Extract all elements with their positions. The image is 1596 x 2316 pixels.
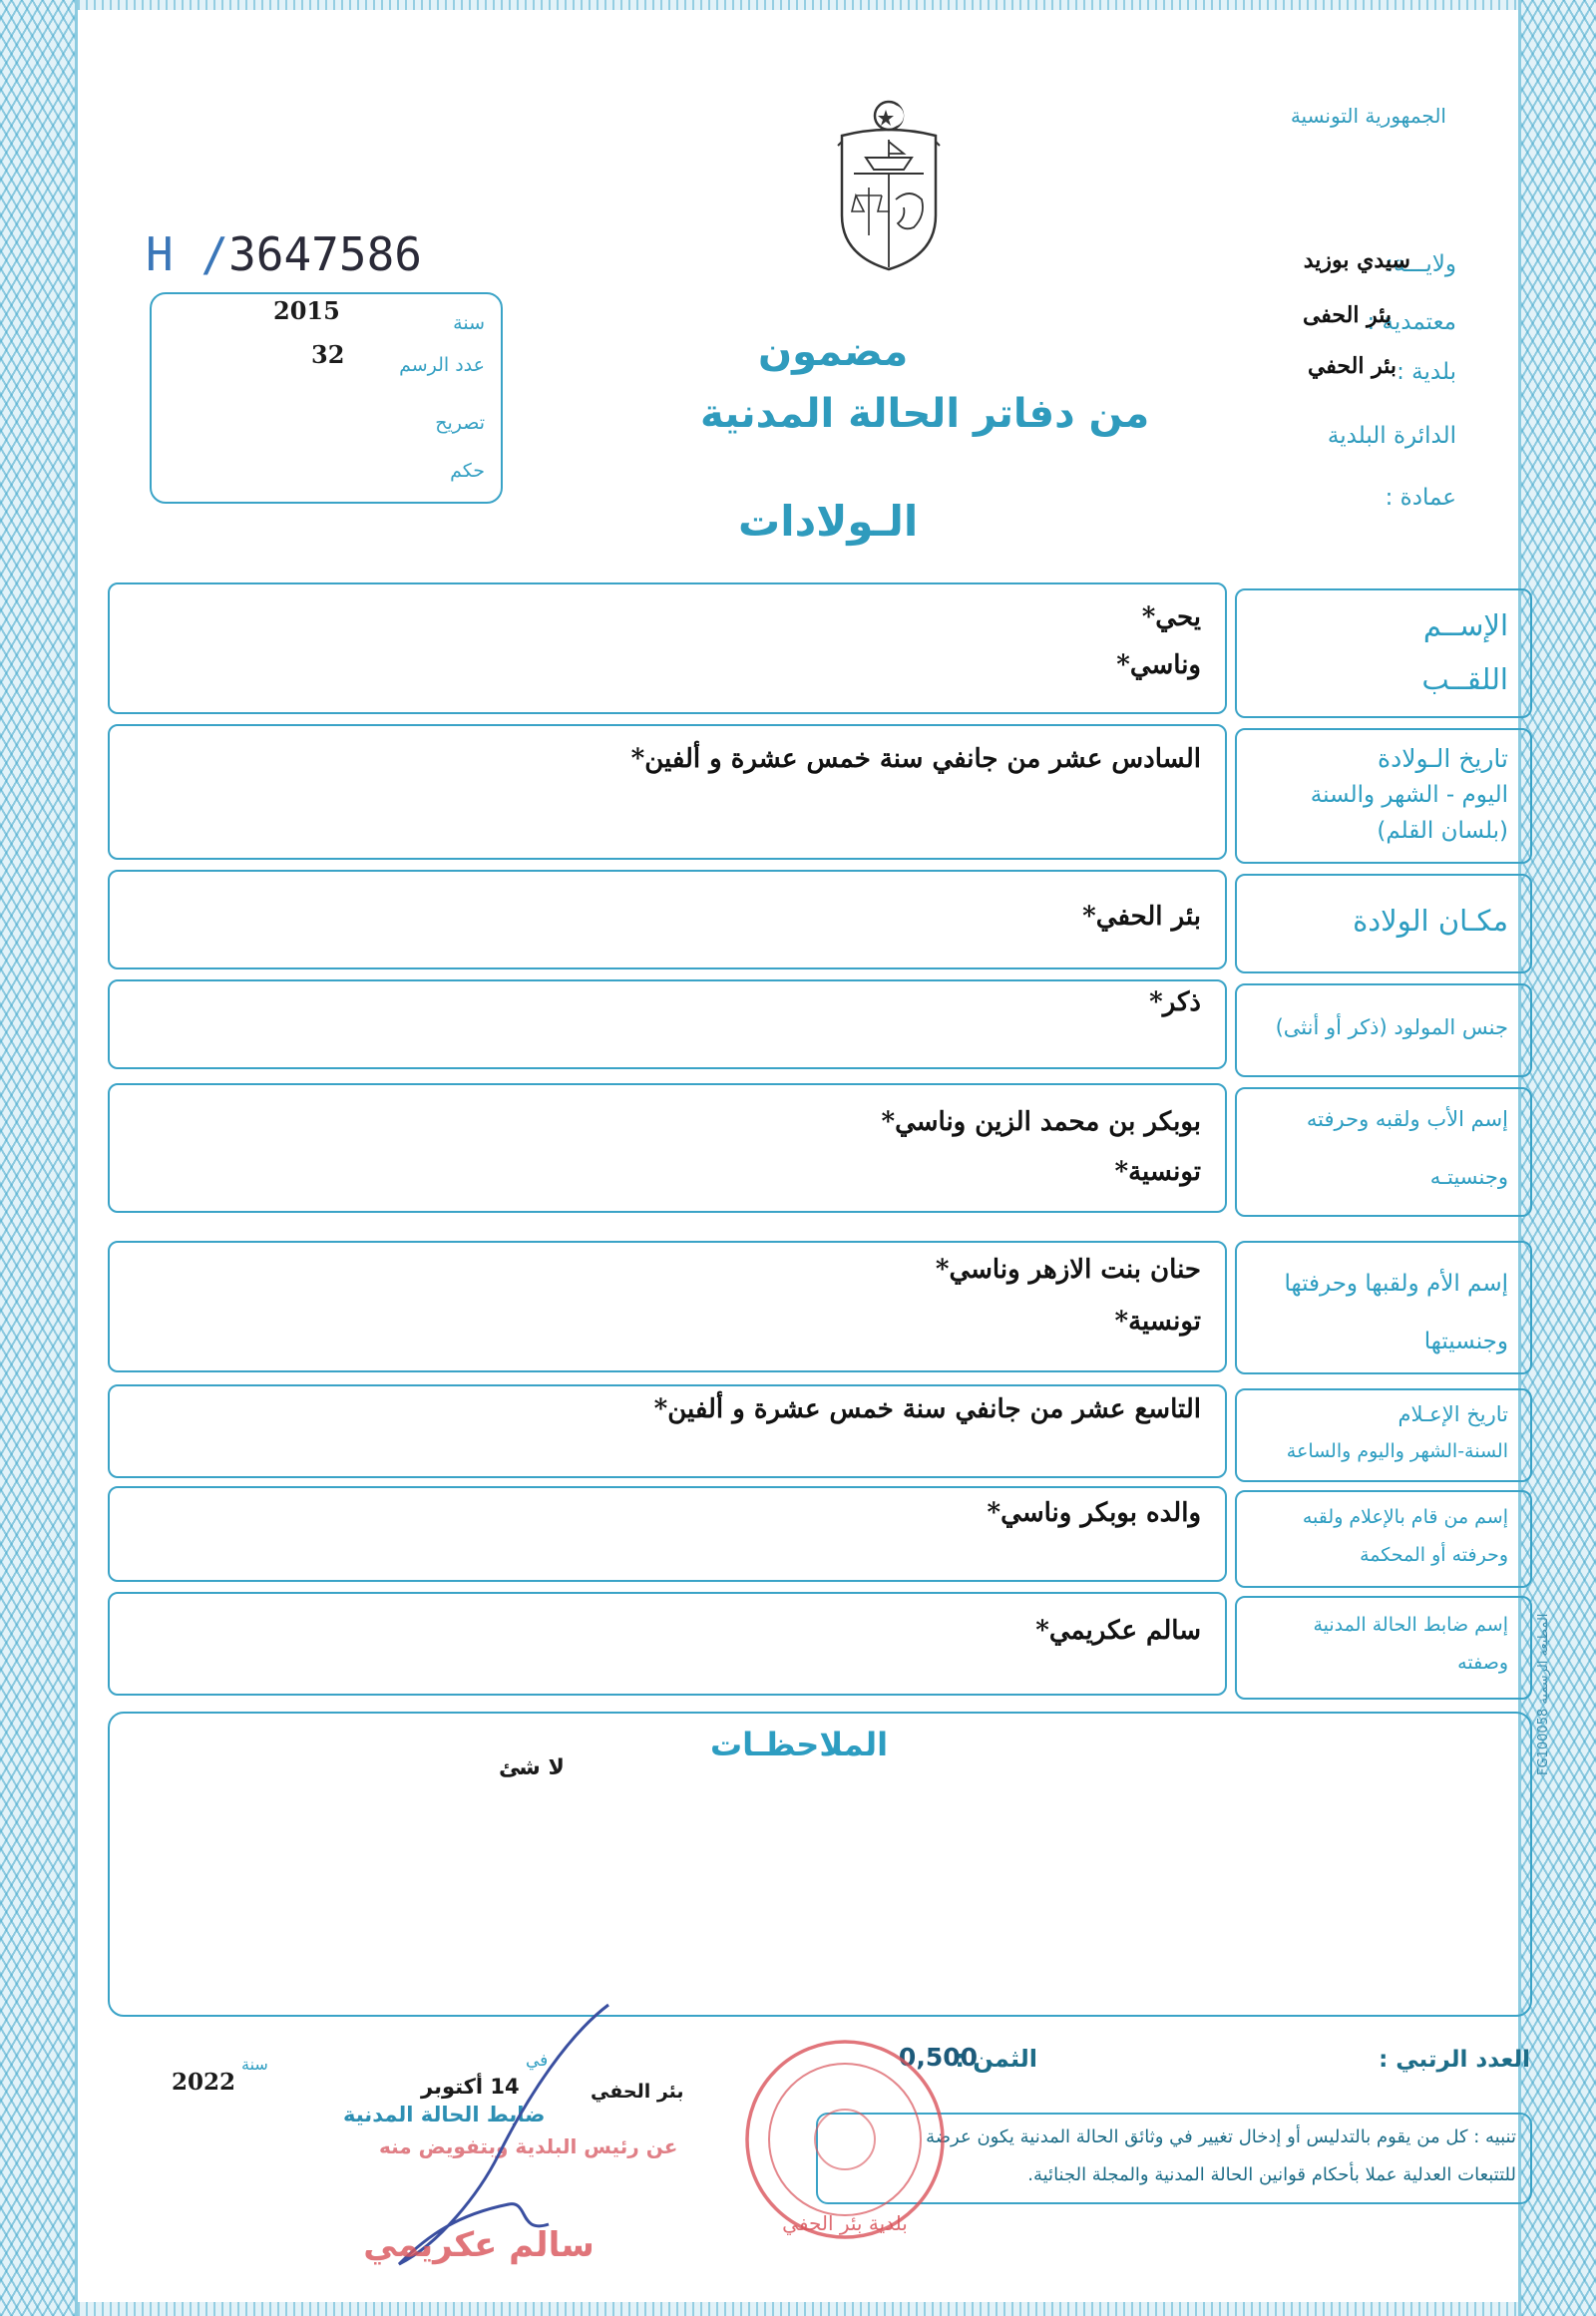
row-birth-date-value: السادس عشر من جانفي سنة خمس عشرة و ألفين*	[630, 744, 1201, 774]
serial-prefix: H /	[146, 227, 229, 281]
row-officer-label-box	[1235, 1596, 1532, 1700]
notes-value: لا شئ	[499, 1755, 565, 1780]
row-declarant-label-2: وحرفته أو المحكمة	[1360, 1544, 1508, 1566]
wilaya-value: سيدي بوزيد	[1303, 247, 1410, 273]
price-label: الثمن :	[955, 2045, 1037, 2073]
row-name-value-box	[108, 582, 1227, 714]
row-declarant-value-box	[108, 1486, 1227, 1582]
row-name-label-1: الإســم	[1422, 608, 1508, 642]
issue-year-label: سنة	[241, 2055, 268, 2074]
row-officer-value: سالم عكريمي*	[1035, 1616, 1201, 1646]
row-name-label-2: اللقــب	[1421, 662, 1508, 696]
row-mother-name: حنان بنت الازهر وناسي*	[935, 1255, 1201, 1285]
row-declarant-label-box	[1235, 1490, 1532, 1588]
title-births: الـولادات	[738, 497, 919, 546]
row-birth-place-value: بئر الحفي*	[1082, 902, 1201, 932]
issue-place: بئر الحفي	[591, 2081, 684, 2103]
row-declaration-date-label-2: السنة-الشهر واليوم والساعة	[1286, 1440, 1508, 1462]
row-name-label-box	[1235, 588, 1532, 718]
row-birth-place-label-box	[1235, 874, 1532, 973]
warning-line-2: للتتبعات العدلية عملا بأحكام قوانين الحالة المدنية والمجلة الجنائية.	[1027, 2164, 1516, 2185]
motamadia-value: بئر الحفى	[1302, 302, 1392, 328]
officer-signature	[359, 1995, 658, 2274]
left-guilloche-border	[0, 0, 78, 2316]
row-officer-label-1: إسم ضابط الحالة المدنية	[1313, 1614, 1508, 1636]
baladia-value: بئر الحفي	[1307, 353, 1396, 379]
row-declarant-value: والده بوبكر وناسي*	[987, 1498, 1201, 1528]
register-year-label: سنة	[453, 312, 485, 334]
in-label: في	[526, 2051, 549, 2071]
row-birth-place-label: مكـان الولادة	[1353, 904, 1508, 938]
row-father-label-2: وجنسيتـه	[1429, 1165, 1508, 1189]
row-officer-value-box	[108, 1592, 1227, 1696]
row-sex-label-box	[1235, 983, 1532, 1077]
notes-title: الملاحظـات	[710, 1726, 889, 1763]
judgment-label: حكم	[450, 460, 485, 482]
top-guilloche-border	[78, 0, 1518, 10]
title-extract: مضمون	[758, 329, 909, 375]
row-sex-label: جنس المولود (ذكر أو أنثى)	[1275, 1015, 1508, 1039]
row-birth-date-label-2: اليوم - الشهر والسنة	[1310, 782, 1508, 808]
delegation-stamp-line: عن رئيس البلدية وبتفويض منه	[379, 2134, 678, 2158]
warning-line-1: تنبيه : كل من يقوم بالتدليس أو إدخال تغيير في وثائق الحالة المدنية يكون عرضة	[926, 2126, 1516, 2147]
bottom-guilloche-border	[78, 2302, 1518, 2316]
row-mother-label-2: وجنسيتها	[1423, 1329, 1508, 1354]
price-value: 0,500	[898, 2043, 978, 2072]
row-father-label-box	[1235, 1087, 1532, 1217]
row-declarant-label-1: إسم من قام بالإعلام ولقبه	[1302, 1506, 1508, 1528]
row-sex-value: ذكر*	[1149, 987, 1201, 1017]
serial-value: 3647586	[228, 227, 422, 281]
row-father-nationality: تونسية*	[1114, 1157, 1201, 1187]
row-declaration-date-label-1: تاريخ الإعـلام	[1397, 1402, 1508, 1426]
register-number-label: عدد الرسم	[399, 354, 485, 376]
row-father-name: بوبكر بن محمد الزين وناسي*	[881, 1107, 1201, 1137]
tunisia-coat-of-arms-icon	[834, 96, 944, 273]
serial-number	[146, 227, 422, 281]
row-sex-value-box	[108, 979, 1227, 1069]
row-declaration-date-value-box	[108, 1384, 1227, 1478]
register-box	[150, 292, 503, 504]
declaration-label: تصريح	[435, 412, 485, 434]
row-birth-place-value-box	[108, 870, 1227, 969]
republic-label: الجمهورية التونسية	[1290, 104, 1446, 128]
row-father-value-box	[108, 1083, 1227, 1213]
row-name-first-name: يحي*	[1141, 602, 1201, 632]
motamadia-label: معتمدية :	[1367, 309, 1456, 335]
municipality-stamp	[740, 2035, 950, 2244]
row-mother-value-box	[108, 1241, 1227, 1372]
issue-date: 14 أكتوبر	[421, 2075, 520, 2099]
title-civil-registers: من دفاتر الحالة المدنية	[700, 391, 1150, 437]
row-officer-label-2: وصفته	[1457, 1652, 1508, 1674]
imada-label: عمادة :	[1385, 485, 1456, 511]
daira-label: الدائرة البلدية	[1327, 423, 1456, 449]
row-mother-label-1: إسم الأم ولقبها وحرفتها	[1284, 1271, 1508, 1297]
row-declaration-date-value: التاسع عشر من جانفي سنة خمس عشرة و ألفين*	[653, 1394, 1201, 1424]
row-birth-date-label-box	[1235, 728, 1532, 864]
register-number-value: 32	[311, 340, 345, 369]
row-mother-label-box	[1235, 1241, 1532, 1374]
printer-code: المطبعة الرسمية FG100058	[1536, 1613, 1551, 1775]
row-name-surname: وناسي*	[1116, 650, 1201, 680]
serial-order-label: العدد الرتبي :	[1379, 2047, 1530, 2073]
stamp-text: بلدية بئر الحفي	[782, 2211, 908, 2235]
row-birth-date-value-box	[108, 724, 1227, 860]
row-father-label-1: إسم الأب ولقبه وحرفته	[1306, 1107, 1508, 1131]
row-mother-nationality: تونسية*	[1114, 1307, 1201, 1337]
row-birth-date-label-1: تاريخ الـولادة	[1378, 744, 1508, 773]
wilaya-label: ولايـــة:	[1386, 251, 1456, 277]
officer-title: ضابط الحالة المدنية	[343, 2103, 546, 2126]
row-birth-date-label-3: (بلسان القلم)	[1377, 818, 1508, 844]
row-declaration-date-label-box	[1235, 1388, 1532, 1482]
signature-name-stamp: سالم عكريمي	[363, 2225, 595, 2265]
issue-year-value: 2022	[172, 2069, 236, 2096]
register-year-value: 2015	[273, 296, 340, 325]
baladia-label: بلدية :	[1396, 359, 1456, 385]
